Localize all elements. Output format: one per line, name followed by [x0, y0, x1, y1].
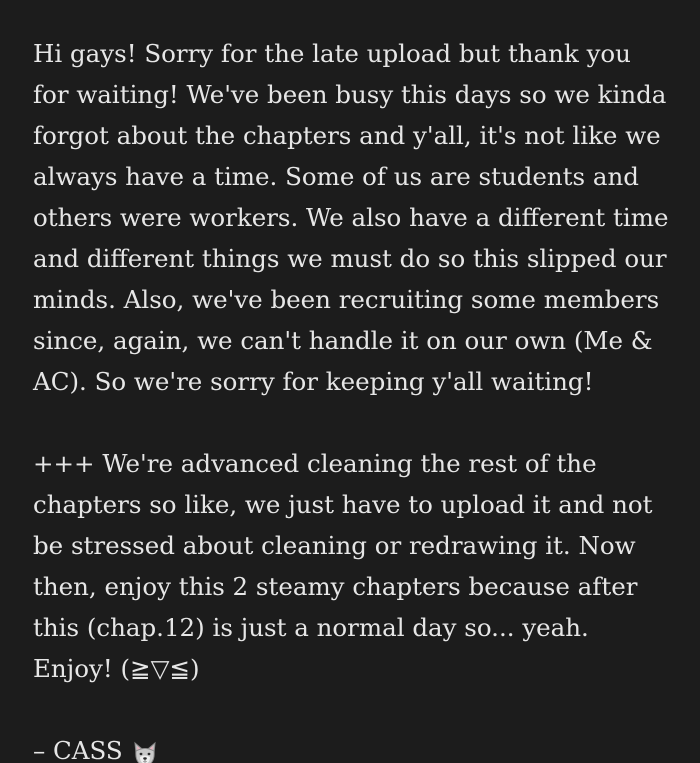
note-paragraph-2: +++ We're advanced cleaning the rest of the chapters so like, we just have to upload it and not be stressed about cleaning or redrawing it. Now then, enjoy this 2 steamy chapters because after this (chap.12) is just a normal day so... yeah. Enjoy! (≧▽≦) — [33, 449, 653, 683]
signature-line — [33, 730, 670, 763]
paragraph-spacer — [33, 689, 670, 730]
note-paragraph-1: Hi gays! Sorry for the late upload but thank you for waiting! We've been busy this days so we kinda forgot about the chapters and y'all, it's not like we always have a time. Some of us are students and others were workers. We also have a different time and different things we must do so this slipped our minds. Also, we've been recruiting some members since, again, we can't handle it on our own (Me & AC). So we're sorry for keeping y'all waiting! — [33, 39, 669, 396]
signature-text: – CASS — [33, 736, 123, 763]
paragraph-spacer — [33, 402, 670, 443]
wolf-face-icon — [131, 739, 159, 763]
